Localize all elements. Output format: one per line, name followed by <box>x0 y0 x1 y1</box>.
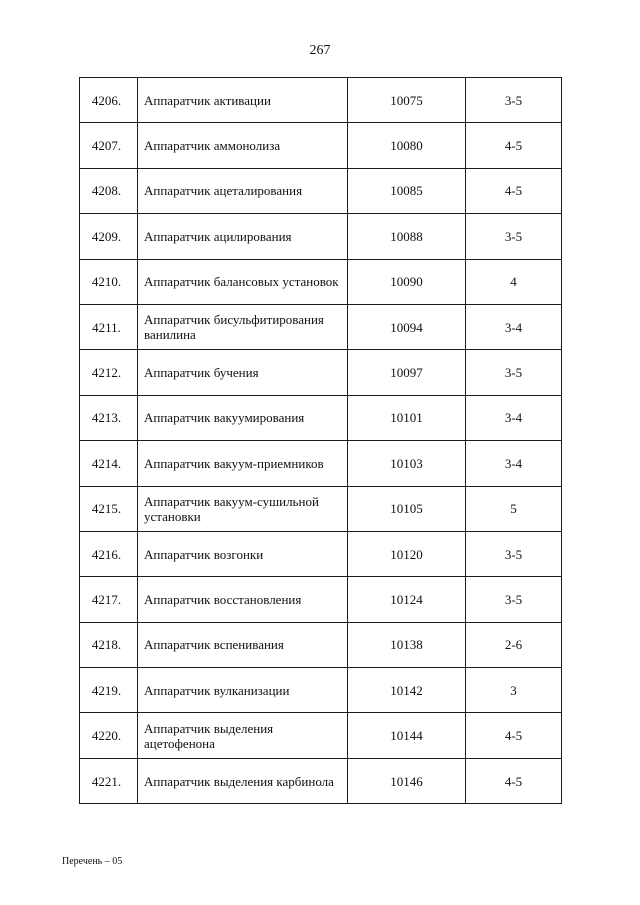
professions-table-container <box>79 77 561 804</box>
profession-code: 10080 <box>348 123 466 168</box>
profession-name: Аппаратчик вакуум-приемников <box>138 441 348 486</box>
table-row <box>80 78 562 123</box>
grade-range: 3-4 <box>466 304 562 349</box>
grade-range: 2-6 <box>466 622 562 667</box>
row-number: 4219. <box>80 668 138 713</box>
grade-range: 3-5 <box>466 577 562 622</box>
table-row <box>80 758 562 803</box>
table-row <box>80 486 562 531</box>
table-row <box>80 395 562 440</box>
profession-code: 10101 <box>348 395 466 440</box>
grade-range: 5 <box>466 486 562 531</box>
profession-name: Аппаратчик активации <box>138 78 348 123</box>
row-number: 4210. <box>80 259 138 304</box>
profession-code: 10094 <box>348 304 466 349</box>
profession-name: Аппаратчик бучения <box>138 350 348 395</box>
page-number: 267 <box>309 43 331 58</box>
profession-code: 10088 <box>348 214 466 259</box>
profession-code: 10090 <box>348 259 466 304</box>
profession-code: 10075 <box>348 78 466 123</box>
profession-code: 10142 <box>348 668 466 713</box>
table-row <box>80 622 562 667</box>
profession-name: Аппаратчик выделения карбинола <box>138 758 348 803</box>
row-number: 4218. <box>80 622 138 667</box>
table-body <box>80 78 562 804</box>
profession-name: Аппаратчик вулканизации <box>138 668 348 713</box>
table-row <box>80 214 562 259</box>
profession-name: Аппаратчик ацеталирования <box>138 168 348 213</box>
table-row <box>80 441 562 486</box>
row-number: 4217. <box>80 577 138 622</box>
profession-code: 10120 <box>348 531 466 576</box>
row-number: 4211. <box>80 304 138 349</box>
table-row <box>80 531 562 576</box>
grade-range: 3-5 <box>466 214 562 259</box>
profession-name: Аппаратчик вакуум-сушильной установки <box>138 486 348 531</box>
row-number: 4208. <box>80 168 138 213</box>
grade-range: 3-5 <box>466 531 562 576</box>
profession-code: 10124 <box>348 577 466 622</box>
grade-range: 4-5 <box>466 713 562 758</box>
row-number: 4207. <box>80 123 138 168</box>
table-row <box>80 168 562 213</box>
profession-name: Аппаратчик вспенивания <box>138 622 348 667</box>
profession-code: 10085 <box>348 168 466 213</box>
profession-name: Аппаратчик восстановления <box>138 577 348 622</box>
profession-name: Аппаратчик ацилирования <box>138 214 348 259</box>
row-number: 4213. <box>80 395 138 440</box>
profession-name: Аппаратчик балансовых установок <box>138 259 348 304</box>
grade-range: 4 <box>466 259 562 304</box>
grade-range: 3 <box>466 668 562 713</box>
grade-range: 3-4 <box>466 395 562 440</box>
row-number: 4209. <box>80 214 138 259</box>
table-row <box>80 350 562 395</box>
profession-code: 10138 <box>348 622 466 667</box>
profession-name: Аппаратчик выделения ацетофенона <box>138 713 348 758</box>
table-row <box>80 259 562 304</box>
profession-name: Аппаратчик вакуумирования <box>138 395 348 440</box>
row-number: 4215. <box>80 486 138 531</box>
row-number: 4220. <box>80 713 138 758</box>
profession-code: 10103 <box>348 441 466 486</box>
grade-range: 4-5 <box>466 758 562 803</box>
profession-code: 10144 <box>348 713 466 758</box>
profession-code: 10146 <box>348 758 466 803</box>
row-number: 4216. <box>80 531 138 576</box>
profession-name: Аппаратчик возгонки <box>138 531 348 576</box>
grade-range: 3-5 <box>466 350 562 395</box>
profession-code: 10105 <box>348 486 466 531</box>
grade-range: 3-4 <box>466 441 562 486</box>
grade-range: 4-5 <box>466 168 562 213</box>
document-footer: Перечень – 05 <box>62 856 123 867</box>
professions-table <box>79 77 562 804</box>
profession-code: 10097 <box>348 350 466 395</box>
table-row <box>80 577 562 622</box>
table-row <box>80 304 562 349</box>
row-number: 4212. <box>80 350 138 395</box>
grade-range: 3-5 <box>466 78 562 123</box>
row-number: 4214. <box>80 441 138 486</box>
table-row <box>80 668 562 713</box>
table-row <box>80 123 562 168</box>
profession-name: Аппаратчик аммонолиза <box>138 123 348 168</box>
table-row <box>80 713 562 758</box>
row-number: 4206. <box>80 78 138 123</box>
profession-name: Аппаратчик бисульфитирования ванилина <box>138 304 348 349</box>
row-number: 4221. <box>80 758 138 803</box>
grade-range: 4-5 <box>466 123 562 168</box>
